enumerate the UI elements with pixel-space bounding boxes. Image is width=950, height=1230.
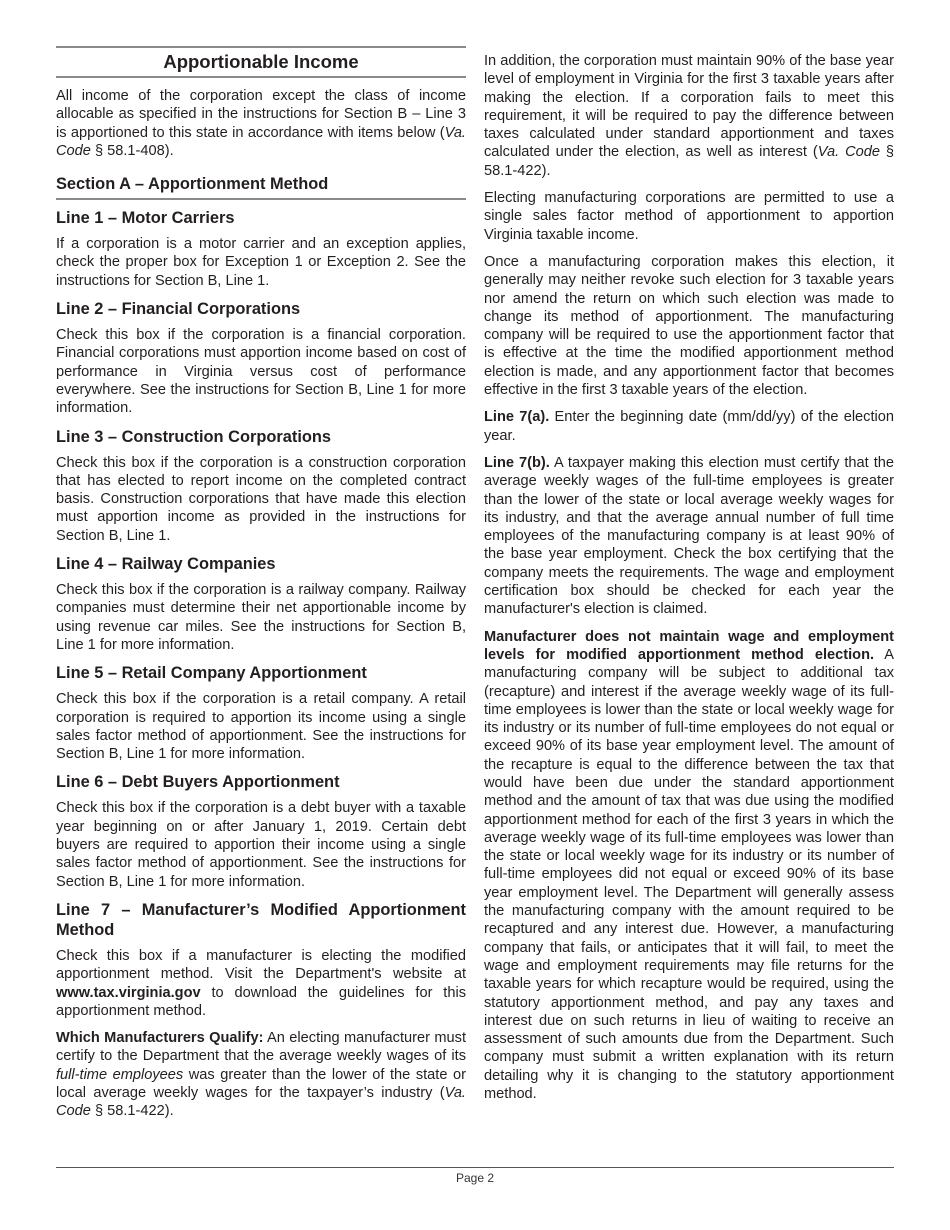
section-a-heading: Section A – Apportionment Method (56, 174, 466, 200)
tax-website-link[interactable]: www.tax.virginia.gov (56, 984, 201, 1001)
line7b-text: A taxpayer making this election must certify that the average weekly wages of the full-time employees is greater than the lower of the state or local average weekly wages for its industry, and that the average annual number of full time employees of the manufacturing company is at least 90% of the base year employment. Check the box certifying that the company meets the requirements. The wage and employment certification box should be checked for each year the manufacturer's election is claimed. (484, 454, 894, 618)
qualify-text-post: § 58.1-422). (90, 1103, 174, 1120)
line2-text: Check this box if the corporation is a financial corporation. Financial corporations must apportion income based on cost of performance in Virginia versus cost of performance everywhere. See the instructions for Section B, Line 1 for more information. (56, 327, 466, 417)
single-sales-paragraph: Electing manufacturing corporations are permitted to use a single sales factor method of apportionment to apportion Virginia taxable income. (484, 190, 894, 243)
line5-text: Check this box if the corporation is a retail company. A retail corporation is required to apportion its income using a single sales factor method of apportionment. See the instructions for Section B, Line 1 for more information. (56, 691, 466, 763)
right-content (484, 52, 894, 1103)
intro-paragraph (56, 87, 466, 160)
qualify-text-pre: An electing manufacturer must certify to the Department that the average weekly wages of its (56, 1030, 467, 1065)
line1-heading: Line 1 – Motor Carriers (56, 209, 235, 228)
intro-citation-italic: Va. Code (56, 124, 466, 159)
qualify-text-mid: was greater than the lower of the state or local average weekly wages for the taxpayer’s industry ( (56, 1066, 466, 1101)
line7b-paragraph (484, 454, 894, 619)
line6-text: Check this box if the corporation is a debt buyer with a taxable year beginning on or after January 1, 2019. Certain debt buyers are required to apportion their income using a single sales factor method of apportionment. See the instructions for Section B, Line 1 for more information. (56, 800, 466, 890)
qualify-paragraph (56, 1029, 466, 1120)
qualify-citation-italic: Va. Code (56, 1084, 466, 1120)
line4-text: Check this box if the corporation is a railway company. Railway companies must determine their net apportionable income by using revenue car miles. See the instructions for Section B, Line 1 for more information. (56, 582, 466, 653)
line5-heading: Line 5 – Retail Company Apportionment (56, 664, 367, 683)
line7a-text: Enter the beginning date (mm/dd/yy) of the election year. (484, 409, 894, 444)
employment-citation-italic: Va. Code (817, 144, 880, 161)
recapture-paragraph (484, 628, 894, 1104)
line7-heading: Line 7 – Manufacturer’s Modified Apportionment Method (56, 900, 466, 939)
line7-text-pre: Check this box if a manufacturer is electing the modified apportionment method. Visit the Department's website at (56, 947, 466, 983)
line7a-paragraph (484, 408, 894, 445)
line2-heading: Line 2 – Financial Corporations (56, 300, 301, 319)
title-block (56, 46, 466, 78)
left-content (56, 87, 466, 1121)
line4-heading: Line 4 – Railway Companies (56, 555, 276, 574)
employment-text: In addition, the corporation must maintain 90% of the base year level of employment in Virginia for the first 3 taxable years after making the election. If a corporation fails to meet this requirement, it will be required to pay the difference between taxes calculated under standard apportionment and taxes calculated under the election, as well as interest ( (484, 53, 894, 161)
line7-text-post: to download the guidelines for this apportionment method. (56, 984, 466, 1019)
intro-text: All income of the corporation except the class of income allocable as specified in the instructions for Section B – Line 3 is apportioned to this state in accordance with items below ( (56, 88, 466, 141)
qualify-italic: full-time employees (56, 1066, 184, 1083)
line7a-label: Line 7(a). (484, 409, 550, 426)
employment-citation: § 58.1-422). (484, 144, 895, 179)
recapture-label: Manufacturer does not maintain wage and employment levels for modified apportionment method election. (484, 628, 894, 663)
intro-citation: § 58.1-408). (90, 142, 174, 159)
title-bottom-rule (56, 76, 466, 78)
line3-text: Check this box if the corporation is a construction corporation that has elected to report income on the completed contract basis. Construction corporations that have made this election must apportion income as provided in the instructions for Section B, Line 1. (56, 454, 466, 544)
line7b-label: Line 7(b). (484, 454, 550, 471)
line6-heading: Line 6 – Debt Buyers Apportionment (56, 773, 340, 792)
line7-text (56, 947, 466, 1020)
page-number: Page 2 (455, 1171, 495, 1185)
page-title: Apportionable Income (163, 51, 359, 72)
line1-text: If a corporation is a motor carrier and an exception applies, check the proper box for Exception 1 or Exception 2. See the instructions for Section B, Line 1. (56, 236, 466, 289)
recapture-text: A manufacturing company will be subject to additional tax (recapture) and interest if the average weekly wage of its full-time employees is lower than the state or local weekly wage for its industry or its number of full-time employees do not equal or exceed 90% of its base year employment level. The amount of the recapture is equal to the difference between the tax that would have been due under the standard apportionment method and the amount of tax that was due using the modified apportionment method for each of the first 3 years in which the average weekly wage of its full-time employees was lower than the state or local weekly wage for its industry or its number of full-time employees did not equal or exceed 90% of its base year employment level. The Department will generally assess the manufacturing company with the amount required to be recaptured and any interest due. However, a manufacturing company that fails, or anticipates that it will fail, to meet the wage and employment requirements may file returns for the taxable years for which recapture would be required, using the statutory apportionment method, and pay any taxes and interest due on such returns in lieu of waiting to receive an assessment of such amounts due from the Department. Such company must submit a written explanation with its return detailing why it is changing to the statutory apportionment method. (484, 646, 895, 1103)
employment-paragraph (484, 52, 894, 180)
revoke-paragraph: Once a manufacturing corporation makes this election, it generally may neither revoke such election for 3 taxable years nor amend the return on which such election was made to change its method of apportionment. The manufacturing company will be required to use the apportionment factor that is effective at the time the modified apportionment method election is made, and any apportionment factor that becomes effective in the first 3 taxable years of the election. (484, 253, 894, 399)
footer-rule (56, 1167, 894, 1168)
qualify-label: Which Manufacturers Qualify: (56, 1030, 264, 1047)
line3-heading: Line 3 – Construction Corporations (56, 427, 332, 446)
